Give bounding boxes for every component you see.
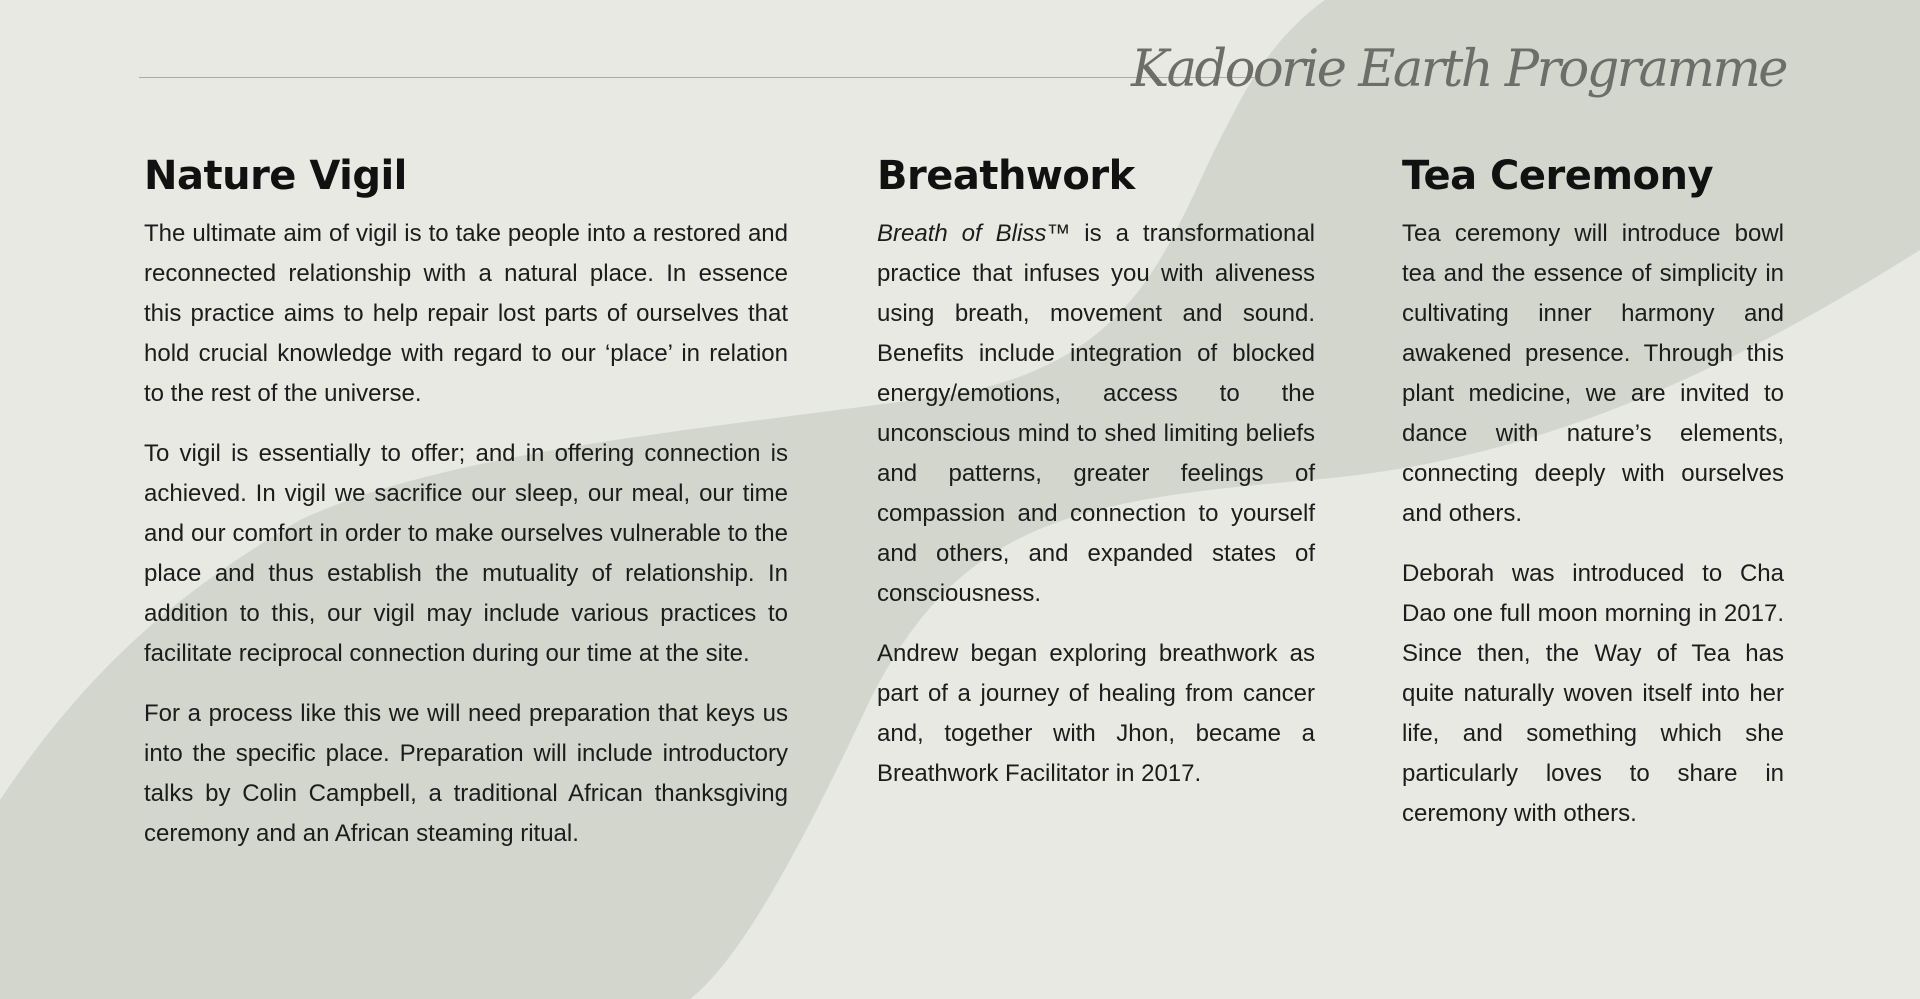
section-breathwork <box>877 150 1315 814</box>
section-paragraph: The ultimate aim of vigil is to take people into a restored and reconnected relationship with a natural place. In essence this practice aims to help repair lost parts of ourselves that hold crucial knowledge with regard to our ‘place’ in relation to the rest of the universe. <box>144 220 788 407</box>
section-tea-ceremony <box>1402 150 1784 854</box>
section-nature-vigil <box>144 150 788 874</box>
brand-logo: Kadoorie Earth Programme <box>1131 40 1786 99</box>
section-title: Nature Vigil <box>144 153 407 199</box>
section-paragraph-text: ™ is a transformational practice that infuses you with aliveness using breath, movement and sound. Benefits include integration of blocked energy/emotions, access to the unconscious mind to shed limiting beliefs and patterns, greater feelings of compassion and connection to yourself and others, and expanded states of consciousness. <box>877 220 1316 607</box>
section-paragraph: To vigil is essentially to offer; and in offering connection is achieved. In vigil we sacrifice our sleep, our meal, our time and our comfort in order to make ourselves vulnerable to the place and thus establish the mutuality of relationship. In addition to this, our vigil may include various practices to facilitate reciprocal connection during our time at the site. <box>144 440 788 667</box>
breath-of-bliss-name: Breath of Bliss <box>877 220 1047 247</box>
section-paragraph: Tea ceremony will introduce bowl tea and the essence of simplicity in cultivating inner harmony and awakened presence. Through this plant medicine, we are invited to dance with nature’s elements, connecting deeply with ourselves and others. <box>1402 220 1784 527</box>
section-title: Breathwork <box>877 153 1135 199</box>
section-paragraph: For a process like this we will need preparation that keys us into the specific place. Preparation will include introductory talks by Colin Campbell, a traditional African thanksgiving ceremony and an African steaming ritual. <box>144 700 788 847</box>
section-paragraph: Deborah was introduced to Cha Dao one full moon morning in 2017. Since then, the Way of Tea has quite naturally woven itself into her life, and something which she particularly loves to share in ceremony with others. <box>1402 560 1784 827</box>
section-paragraph <box>877 214 1315 614</box>
section-title: Tea Ceremony <box>1402 153 1714 199</box>
section-paragraph: Andrew began exploring breathwork as part of a journey of healing from cancer and, together with Jhon, became a Breathwork Facilitator in 2017. <box>877 640 1315 787</box>
header-rule <box>139 77 1255 78</box>
